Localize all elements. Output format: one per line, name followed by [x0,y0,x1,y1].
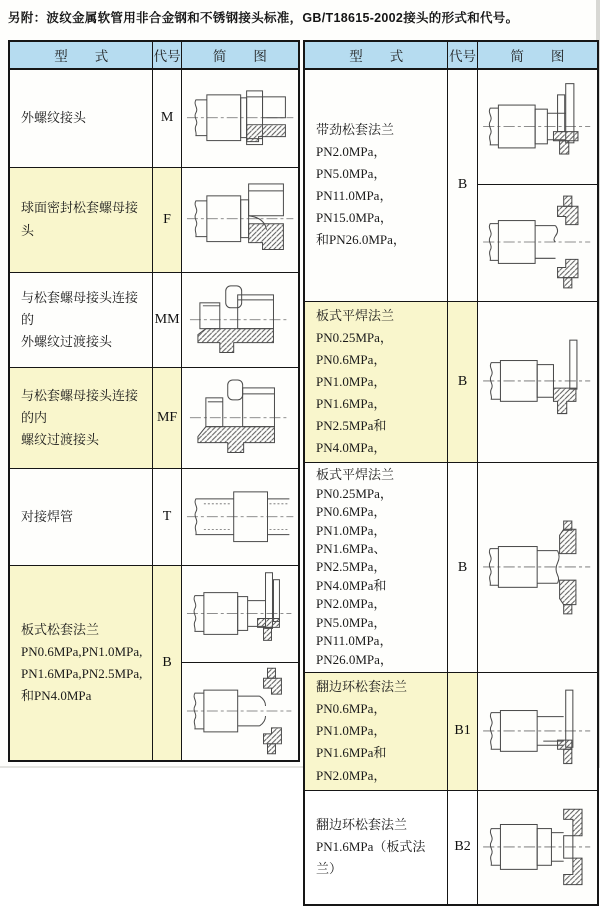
diagram-flat-weld-flange-section [478,519,597,616]
diagram-spherical-seal-loose-nut-joint [182,172,298,266]
diagram-butt-weld-pipe [182,470,298,564]
code-cell: T [153,468,181,565]
diagram-cell [181,468,299,565]
code-cell: B2 [448,790,477,905]
diagram-cell [181,69,299,167]
code-cell: B1 [448,673,477,790]
type-cell: 带劲松套法兰 PN2.0MPa，PN5.0MPa， PN11.0MPa，PN15.0MPa， 和PN26.0MPa， [304,69,448,301]
col-header-code: 代号 [448,41,477,69]
type-cell: 对接焊管 [9,468,153,565]
type-cell: 与松套螺母接头连接的 外螺纹过渡接头 [9,272,153,367]
code-cell: B [448,301,477,463]
diagram-plate-loose-flange-a [182,566,298,662]
diagram-flanged-ring-loose-flange [478,683,597,780]
diagram-subcell [478,70,597,185]
diagram-cell [181,367,299,468]
table-row [9,468,299,565]
code-cell: MF [153,367,181,468]
type-cell: 外螺纹接头 [9,69,153,167]
left-table [8,40,300,762]
table-row [304,673,598,790]
diagram-neck-loose-flange-a [478,70,597,184]
diagram-cell [181,167,299,272]
diagram-female-thread-adapter [182,371,298,465]
col-header-code: 代号 [153,41,181,69]
diagram-subcell [478,185,597,300]
code-cell: B [448,69,477,301]
header-row [9,41,299,69]
type-cell: 板式松套法兰 PN0.6MPa,PN1.0MPa, PN1.6MPa,PN2.5MPa, 和PN4.0MPa [9,565,153,761]
diagram-cell-split [477,69,598,301]
diagram-cell [477,301,598,463]
type-cell: 翻边环松套法兰 PN0.6MPa，PN1.0MPa， PN1.6MPa和PN2.0MPa， [304,673,448,790]
type-cell: 球面密封松套螺母接头 [9,167,153,272]
table-row [304,69,598,301]
diagram-neck-loose-flange-b [478,185,597,300]
tables-container [8,40,599,906]
table-row [304,463,598,673]
diagram-male-thread-joint [182,71,298,165]
table-row [304,790,598,905]
table-row [9,367,299,468]
type-cell: 板式平焊法兰 PN0.25MPa，PN0.6MPa， PN1.0MPa，PN1.6MPa， PN2.5MPa和PN4.0MPa， [304,301,448,463]
table-row [9,167,299,272]
diagram-subcell [182,663,298,760]
col-header-diagram: 简 图 [477,41,598,69]
table-row [9,272,299,367]
col-header-diagram: 简 图 [181,41,299,69]
code-cell: B [448,463,477,673]
code-cell: B [153,565,181,761]
diagram-plate-loose-flange-b [182,663,298,760]
header-row [304,41,598,69]
diagram-flanged-ring-plate-flange [478,799,597,896]
page-title: 另附：波纹金属软管用非合金钢和不锈钢接头标准，GB/T18615-2002接头的形式和代号。 [8,11,519,25]
diagram-cell [181,272,299,367]
diagram-cell-split [181,565,299,761]
code-cell: F [153,167,181,272]
table-row [304,301,598,463]
table-row [9,565,299,761]
type-cell: 板式平焊法兰 PN0.25MPa，PN0.6MPa， PN1.0MPa，PN1.6MPa、 PN2.5MPa，PN4.0MPa和 PN2.0MPa，PN5.0MPa， PN11.0MPa，PN26.0MPa， [304,463,448,673]
diagram-cell [477,790,598,905]
code-cell: MM [153,272,181,367]
col-header-type: 型 式 [304,41,448,69]
diagram-subcell [182,566,298,663]
table-row [9,69,299,167]
diagram-cell [477,673,598,790]
diagram-cell [477,463,598,673]
type-cell: 与松套螺母接头连接的内 螺纹过渡接头 [9,367,153,468]
diagram-male-thread-adapter [182,273,298,367]
diagram-plate-flat-weld-flange [478,333,597,430]
type-cell: 翻边环松套法兰 PN1.6MPa（板式法兰） [304,790,448,905]
right-table [303,40,599,906]
col-header-type: 型 式 [9,41,153,69]
code-cell: M [153,69,181,167]
